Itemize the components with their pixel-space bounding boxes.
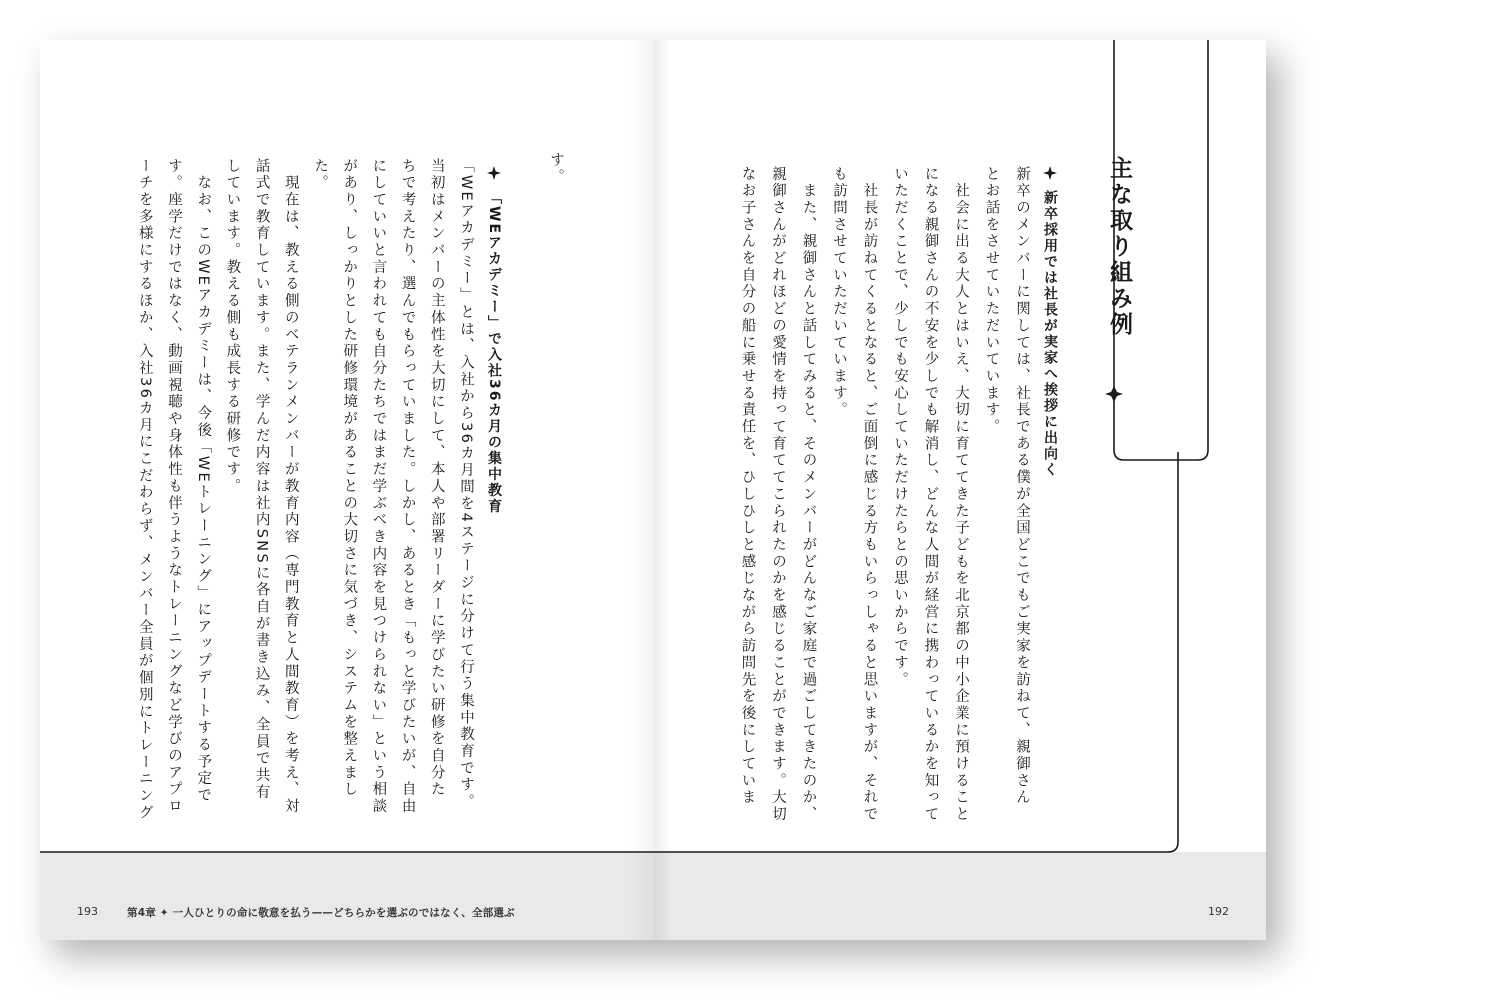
text-line: また、親御さんと話してみると、そのメンバーがどんなご家庭で過ごしてきたのか、 — [800, 166, 817, 824]
running-head: 第4章 ✦ 一人ひとりの命に敬意を払う——どちらかを選ぶのではなく、全部選ぶ — [127, 907, 515, 919]
carryover-text: す。 — [548, 152, 564, 185]
text-line: なお、このWEアカデミーは、今後「WEトレーニング」にアップデートする予定で — [195, 158, 212, 805]
section-heading-left-text: 「WEアカデミー」で入社36カ月の集中教育 — [486, 190, 502, 515]
text-line: 新卒のメンバーに関しては、社長である僕が全国どこでもご実家を訪ねて、親御さん — [1014, 166, 1030, 807]
page-number-right: 192 — [1208, 905, 1229, 918]
text-line: ちで考えたり、選んでもらっていました。しかし、あるとき「もっと学びたいが、自由 — [399, 158, 416, 816]
text-line: 社長が訪ねてくるとなると、ご面倒に感じる方もいらっしゃると思いますが、それで — [861, 166, 878, 824]
text-line: にしていいと言われても自分たちではまだ学ぶべき内容を見つけられない」という相談 — [370, 158, 387, 816]
text-line: た。 — [312, 158, 328, 192]
diamond-bullet-icon — [487, 166, 501, 180]
text-line: 現在は、教える側のベテランメンバーが教育内容（専門教育と人間教育）を考え、対 — [282, 158, 299, 816]
section-heading-right — [1040, 166, 1060, 478]
text-line: 親御さんがどれほどの愛情を持って育ててこられたのかを感じることができます。大切 — [770, 166, 786, 824]
text-line: なお子さんを自分の船に乗せる責任を、ひしひしと感じながら訪問先を後にしていま — [739, 166, 756, 807]
text-line: になる親御さんの不安を少しでも解消し、どんな人間が経営に携わっているかを知って — [922, 166, 939, 824]
text-line: とお話をさせていただいています。 — [983, 166, 1000, 436]
text-line: 話式で教育しています。また、学んだ内容は社内SNSに各自が書き込み、全員で共有 — [253, 158, 270, 801]
text-line: 社会に出る大人とはいえ、大切に育ててきた子どもを北京都の中小企業に預けること — [953, 166, 969, 824]
section-heading-right-text: 新卒採用では社長が実家へ挨拶に出向く — [1042, 190, 1058, 478]
text-line: 当初はメンバーの主体性を大切にして、本人や部署リーダーに学びたい研修を自分た — [428, 158, 445, 799]
text-line: ーチを多様にするほか、入社36カ月にこだわらず、メンバー全員が個別にトレーニング — [136, 158, 153, 822]
text-line: す。座学だけではなく、動画視聴や身体性も伴うようなトレーニングなど学びのアプロ — [166, 158, 182, 816]
page-number-left: 193 — [77, 905, 98, 918]
diamond-bullet-icon — [1043, 166, 1057, 180]
text-line: しています。教える側も成長する研修です。 — [224, 158, 241, 495]
text-line: 「WEアカデミー」とは、入社から36カ月間を4ステージに分けて行う集中教育です。 — [458, 158, 474, 811]
section-heading-left — [484, 166, 504, 515]
text-line: があり、しっかりとした研修環境があることの大切さに気づき、システムを整えまし — [341, 158, 358, 799]
chapter-tab-title: 主な取り組み例 — [1106, 156, 1132, 338]
text-line: いただくことで、少しでも安心していただけたらとの思いからです。 — [892, 166, 908, 689]
text-line: も訪問させていただいています。 — [831, 166, 847, 419]
